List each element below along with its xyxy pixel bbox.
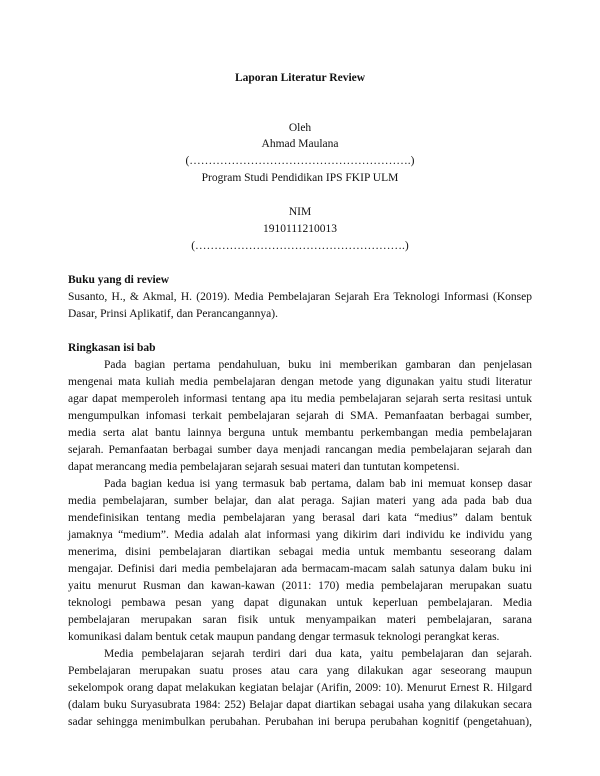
summary-line: Pembelajaran merupakan suatu proses atau cara yang dilakukan agar seseorang maupun bbox=[68, 665, 532, 677]
summary-line: komunikasi dalam bentuk cetak maupun pandang dengar termasuk teknologi perangkat keras. bbox=[68, 631, 500, 643]
summary-line: teknologi pembawa pesan yang dapat digunakan untuk keperluan pembelajaran. Media bbox=[68, 597, 532, 609]
summary-line: pembelajaran merupakan saran fisik untuk menyampaikan materi pembelajaran, sarana bbox=[68, 614, 532, 626]
summary-line: mengenai mata kuliah media pembelajaran dengan metode yang digunakan yaitu studi literatur bbox=[68, 376, 532, 388]
summary-line: sekelompok orang dapat melakukan kegiatan belajar (Arifin, 2009: 10). Menurut Ernest R. Hilgard bbox=[68, 682, 532, 694]
summary-line: dapat merancang media pembelajaran sejarah sesuai materi dan tuntutan kompetensi. bbox=[68, 461, 460, 473]
summary-line: mengumpulkan infomasi terkait pembelajaran sejarah di SMA. Pemanfaatan berbagai sumber, bbox=[68, 410, 532, 422]
summary-line: menerima, disini pembelajaran diartikan sebagai media untuk membantu seseorang dalam bbox=[68, 546, 532, 558]
signature-line-2: (……………………………………………….) bbox=[191, 240, 409, 252]
summary-line: media serta alat bantu lainnya berguna untuk membantu perkembangan media pembelajaran bbox=[68, 427, 532, 439]
summary-line: Pada bagian kedua isi yang termasuk bab pertama, dalam bab ini memuat konsep dasar bbox=[104, 478, 532, 490]
summary-line: agar dapat memperoleh informasi tentang apa itu media pembelajaran sejarah serta resitasi untuk bbox=[68, 393, 532, 405]
summary-heading: Ringkasan isi bab bbox=[68, 342, 156, 354]
document-title: Laporan Literatur Review bbox=[234, 72, 366, 84]
nim-value: 1910111210013 bbox=[263, 223, 337, 235]
book-line: Susanto, H., & Akmal, H. (2019). Media Pembelajaran Sejarah Era Teknologi Informasi (Konsep bbox=[68, 291, 532, 303]
summary-line: sadar sehingga menimbulkan perubahan. Perubahan ini berupa perubahan kognitif (pengetahuan), bbox=[68, 716, 532, 728]
by-label: Oleh bbox=[288, 122, 312, 134]
program-name: Program Studi Pendidikan IPS FKIP ULM bbox=[201, 172, 399, 184]
book-line: Dasar, Prinsi Aplikatif, dan Perancangannya). bbox=[68, 308, 278, 320]
author-name: Ahmad Maulana bbox=[261, 138, 339, 150]
summary-line: media pembelajaran, sumber belajar, dan alat peraga. Sajian materi yang ada pada bab dua bbox=[68, 495, 532, 507]
book-heading: Buku yang di review bbox=[68, 274, 170, 286]
summary-line: sejarah. Pemanfaatan berbagai sumber daya menjadi rancangan media pembelajaran sejarah dan bbox=[68, 444, 532, 456]
summary-line: (dalam buku Suryasubrata 1984: 252) Belajar dapat diartikan sebagai usaha yang dilakukan secara bbox=[68, 699, 532, 711]
summary-line: Pada bagian pertama pendahuluan, buku ini memberikan gambaran dan penjelasan bbox=[104, 359, 532, 371]
signature-line-1: (………………………………………………….) bbox=[185, 155, 415, 167]
summary-line: mengajar. Definisi dari media pembelajaran ada bermacam-macam salah satunya dalam buku ini bbox=[68, 563, 532, 575]
nim-label: NIM bbox=[288, 206, 312, 218]
summary-line: yaitu menurut Rusman dan kawan-kawan (2011: 170) media pembelajaran merupakan suatu bbox=[68, 580, 532, 592]
summary-line: jamaknya “medium”. Media adalah alat informasi yang dikirim dari individu ke individu yang bbox=[68, 529, 532, 541]
summary-line: mendefinisikan tentang media pembelajaran yang berasal dari kata “medius” dalam bentuk bbox=[68, 512, 532, 524]
summary-line: Media pembelajaran sejarah terdiri dari dua kata, yaitu pembelajaran dan sejarah. bbox=[104, 648, 532, 660]
